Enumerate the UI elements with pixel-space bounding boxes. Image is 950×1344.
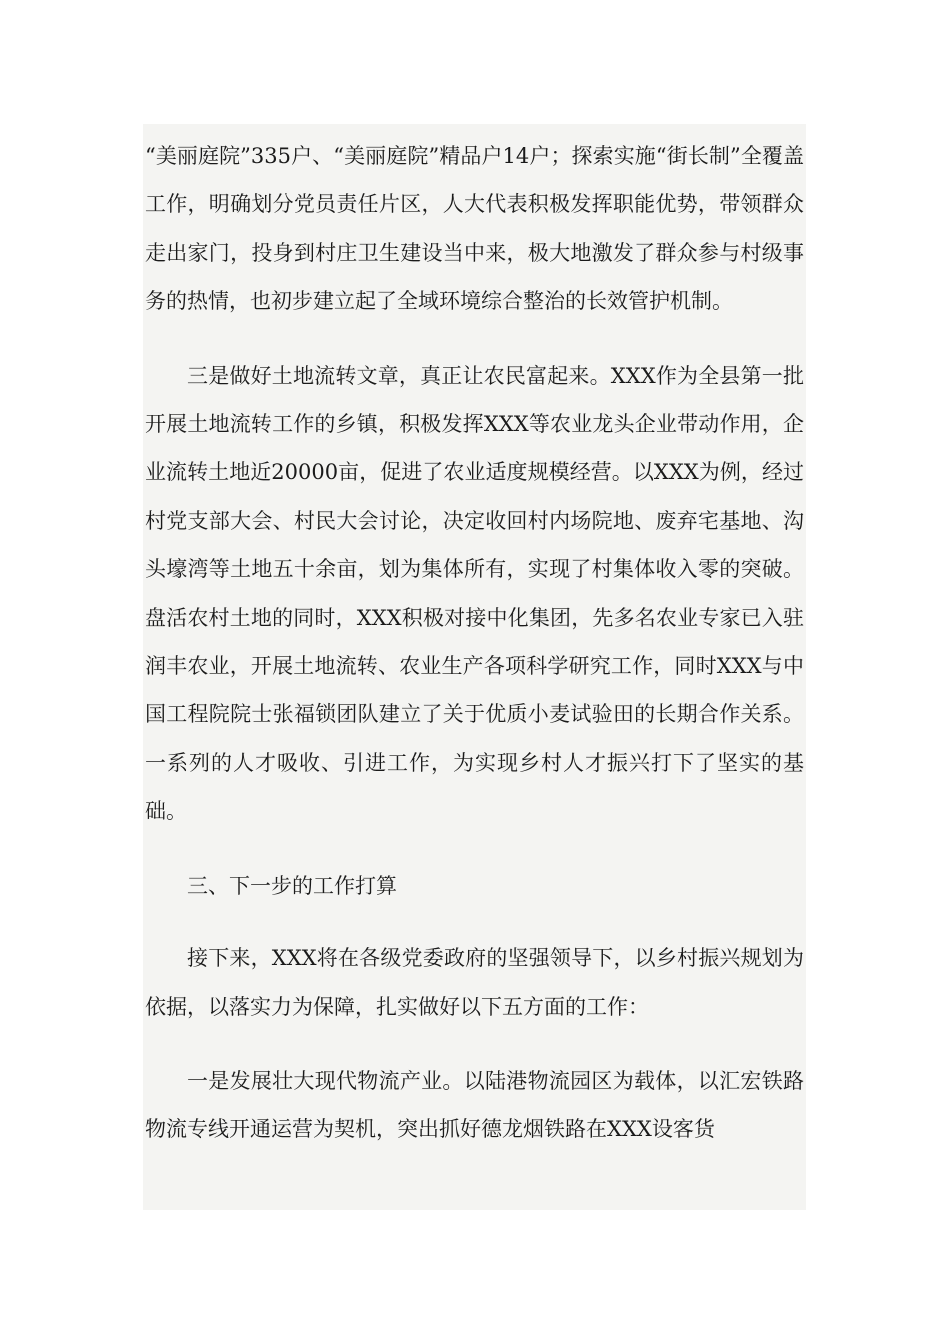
section-heading-next-steps: 三、下一步的工作打算 <box>187 873 397 898</box>
paragraph-logistics: 一是发展壮大现代物流产业。以陆港物流园区为载体，以汇宏铁路物流专线开通运营为契机，突出抓好德龙烟铁路在XXX设客货 <box>145 1068 804 1142</box>
paragraph-land-transfer: 三是做好土地流转文章，真正让农民富起来。XXX作为全县第一批开展土地流转工作的乡镇，积极发挥XXX等农业龙头企业带动作用，企业流转土地近20000亩，促进了农业适度规模经营。以XXX为例，经过村党支部大会、村民大会讨论，决定收回村内场院地、废弃宅基地、沟头壕湾等土地五十余亩，划为集体所有，实现了村集体收入零的突破。盘活农村土地的同时，XXX积极对接中化集团，先多名农业专家已入驻润丰农业，开展土地流转、农业生产各项科学研究工作，同时XXX与中国工程院院士张福锁团队建立了关于优质小麦试验田的长期合作关系。一系列的人才吸收、引进工作，为实现乡村人才振兴打下了坚实的基础。 <box>145 363 804 824</box>
document-text-block <box>143 124 806 1210</box>
paragraph-continued: “美丽庭院”335户、“美丽庭院”精品户14户；探索实施“街长制”全覆盖工作，明确划分党员责任片区，人大代表积极发挥职能优势，带领群众走出家门，投身到村庄卫生建设当中来，极大地激发了群众参与村级事务的热情，也初步建立起了全域环境综合整治的长效管护机制。 <box>145 144 804 314</box>
paragraph-next-steps-intro: 接下来，XXX将在各级党委政府的坚强领导下，以乡村振兴规划为依据，以落实力为保障，扎实做好以下五方面的工作： <box>145 946 804 1019</box>
